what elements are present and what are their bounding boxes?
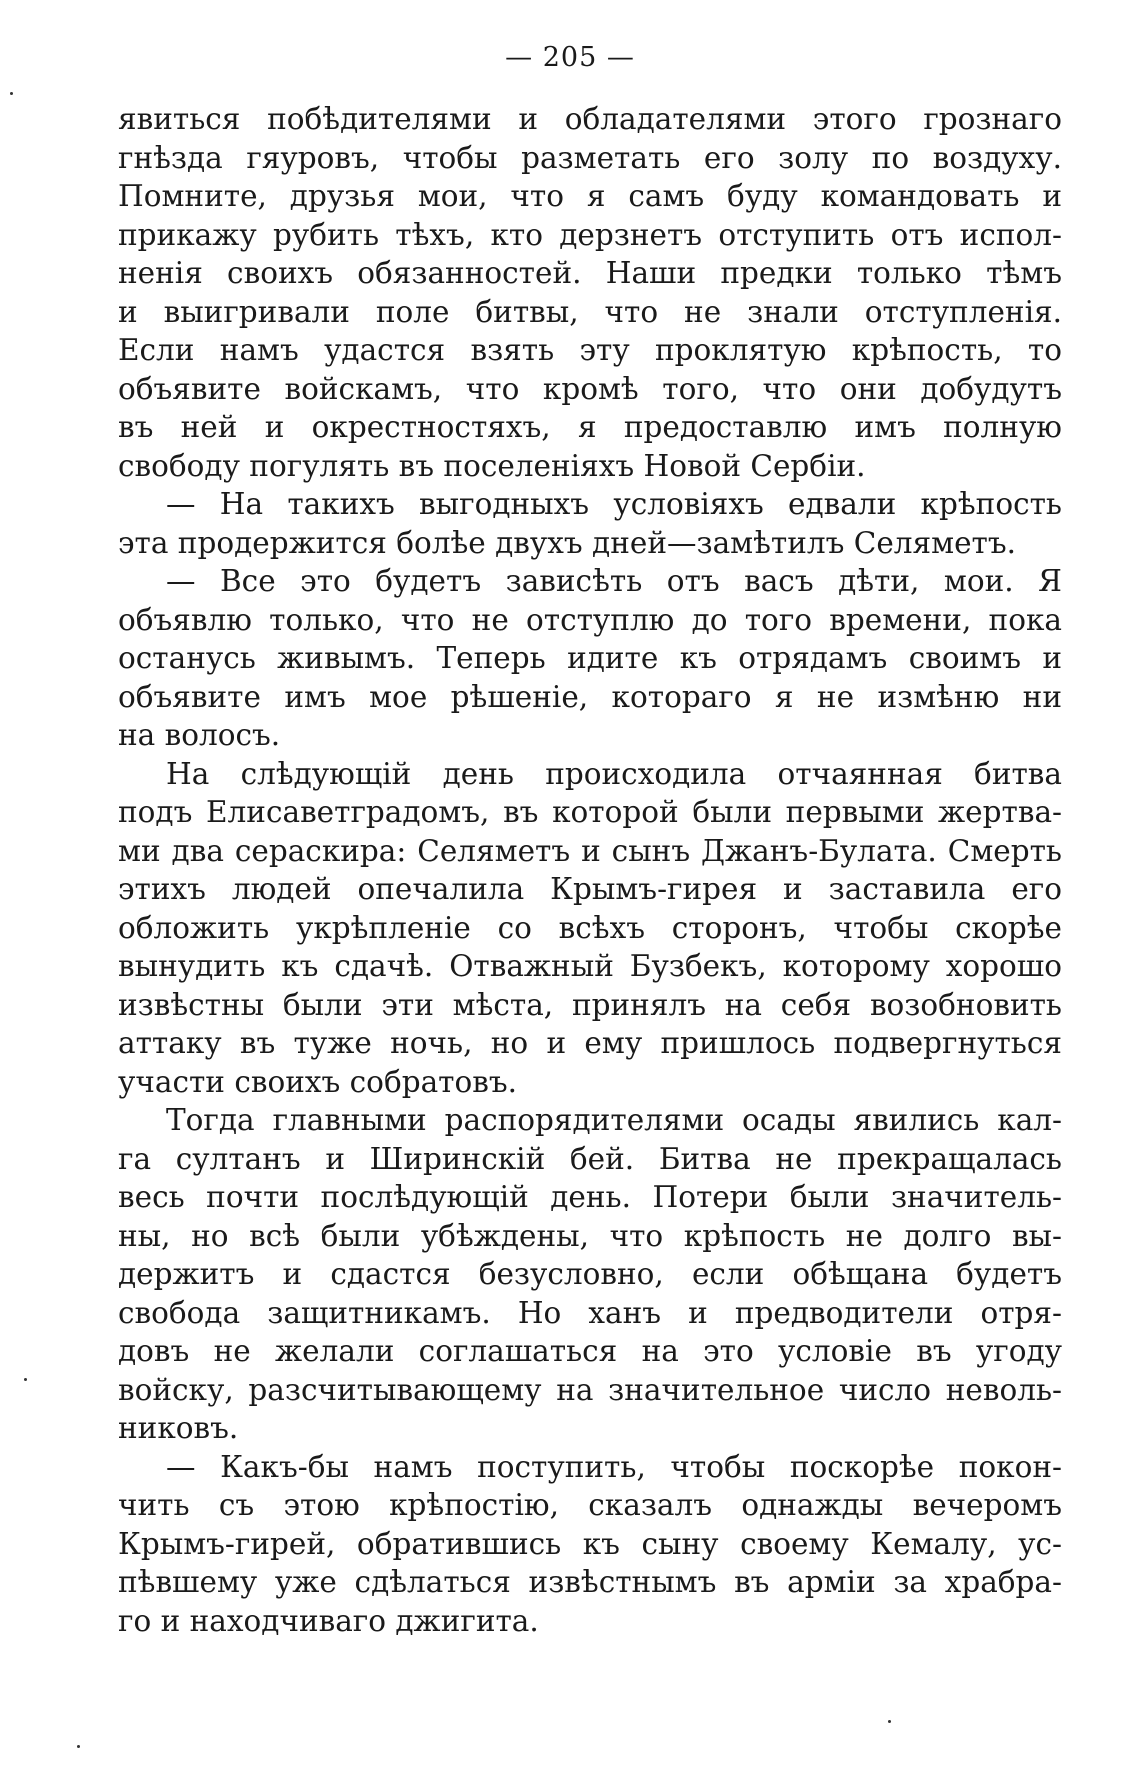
print-speck [10,92,13,95]
text-line: обложить укрѣпленіе со всѣхъ сторонъ, чтобы скорѣе [118,910,1062,945]
text-line: — На такихъ выгодныхъ условіяхъ едвали крѣпость [166,487,1062,521]
text-line: въ ней и окрестностяхъ, я предоставлю имъ полную [118,410,1062,444]
text-line: аттаку въ туже ночь, но и ему пришлось подвергнуться [118,1026,1062,1060]
text-line: свобода защитникамъ. Но ханъ и предводители отря- [118,1295,1062,1330]
text-line: пѣвшему уже сдѣлаться извѣстнымъ въ арміи за храбра- [118,1565,1062,1599]
text-line: участи своихъ собратовъ. [118,1064,518,1099]
body-text [118,100,1062,1640]
text-line: прикажу рубить тѣхъ, кто дерзнетъ отступить отъ испол- [118,217,1062,252]
text-line: ми два сераскира: Селяметъ и сынъ Джанъ-Булата. Смерть [118,833,1062,868]
text-line: довъ не желали соглашаться на это условіе въ угоду [118,1334,1062,1368]
print-speck [888,1720,891,1723]
text-line: весь почти послѣдующій день. Потери были значитель- [118,1180,1062,1214]
text-line: объявите войскамъ, что кромѣ того, что они добудутъ [118,371,1062,406]
print-speck [24,1378,27,1381]
text-line: войску, разсчитывающему на значительное число неволь- [118,1372,1062,1407]
text-line: ны, но всѣ были убѣждены, что крѣпость не долго вы- [118,1218,1062,1253]
print-speck [77,1745,80,1748]
text-line: — Какъ-бы намъ поступить, чтобы поскорѣе покон- [166,1449,1062,1484]
text-line: ненія своихъ обязанностей. Наши предки только тѣмъ [118,256,1062,290]
text-line: На слѣдующій день происходила отчаянная битва [166,756,1062,791]
text-line: свободу погулять въ поселеніяхъ Новой Сербіи. [118,448,866,483]
text-line: Крымъ-гирей, обратившись къ сыну своему Кемалу, ус- [118,1526,1062,1561]
text-line: останусь живымъ. Теперь идите къ отрядамъ своимъ и [118,641,1062,675]
text-line: вынудить къ сдачѣ. Отважный Бузбекъ, которому хорошо [118,949,1062,983]
text-line: объявите имъ мое рѣшеніе, котораго я не измѣню ни [118,679,1062,714]
text-line: объявлю только, что не отступлю до того времени, пока [118,602,1062,637]
text-line: подъ Елисаветградомъ, въ которой были первыми жертва- [118,795,1062,829]
text-line: держитъ и сдастся безусловно, если обѣщана будетъ [118,1257,1062,1291]
text-line: извѣстны были эти мѣста, принялъ на себя возобновить [118,987,1062,1022]
text-line: Тогда главными распорядителями осады явились кал- [166,1103,1062,1137]
text-line: Если намъ удастся взять эту проклятую крѣпость, то [118,333,1062,367]
text-line: го и находчиваго джигита. [118,1603,539,1638]
text-line: га султанъ и Ширинскій бей. Битва не прекращалась [118,1141,1062,1176]
text-line: никовъ. [118,1411,239,1445]
text-line: Помните, друзья мои, что я самъ буду командовать и [118,179,1062,213]
text-line: чить съ этою крѣпостію, сказалъ однажды вечеромъ [118,1488,1062,1522]
text-line: этихъ людей опечалила Крымъ-гирея и заставила его [118,872,1062,906]
text-line: — Все это будетъ зависѣть отъ васъ дѣти, мои. Я [166,564,1062,598]
text-line: на волосъ. [118,718,281,752]
text-line: явиться побѣдителями и обладателями этого грознаго [118,102,1062,136]
text-line: эта продержится болѣе двухъ дней—замѣтилъ Селяметъ. [118,525,1017,560]
page-number: — 205 — [505,42,635,73]
text-line: и выигривали поле битвы, что не знали отступленія. [118,294,1062,329]
text-line: гнѣзда гяуровъ, чтобы разметать его золу по воздуху. [118,140,1062,175]
